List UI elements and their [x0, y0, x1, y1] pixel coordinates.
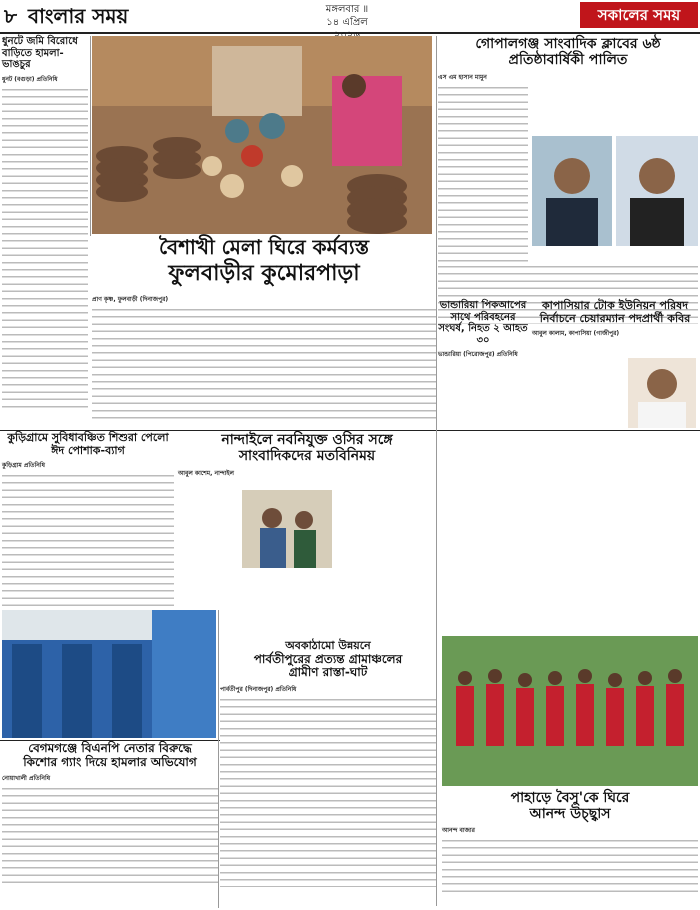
article-baisu	[442, 790, 698, 908]
page-header	[0, 0, 700, 34]
pottery-photo	[92, 36, 432, 234]
distribution-scene-image	[2, 610, 216, 738]
article-headline-line3: গ্রামীণ রাস্তা-ঘাট	[288, 665, 368, 680]
article-byline: পার্বতীপুর (দিনাজপুর) প্রতিনিধি	[220, 686, 297, 694]
pottery-scene-image	[92, 36, 432, 234]
article-headline: গোপালগঞ্জ সাংবাদিক ক্লাবের ৬ষ্ঠ প্রতিষ্ঠাবার্ষিকী পালিত	[475, 36, 661, 69]
article-byline: আনন্দ বাজার	[442, 827, 475, 835]
article-headline: কুড়িগ্রামে সুবিধাবঞ্চিত শিশুরা পেলো ঈদ পোশাক-ব্যাগ	[7, 431, 169, 457]
page-number: ৮	[4, 4, 17, 28]
article-pirojpur	[438, 300, 528, 430]
article-begumganj	[2, 742, 218, 908]
article-headline: ধুনটে জমি বিরোধে বাড়িতে হামলা-ভাঙচুর	[2, 36, 78, 70]
article-byline: আবুল কালাম, কাপাসিয়া (গাজীপুর)	[532, 330, 620, 338]
article-byline: প্রাণ কৃষ্ণ, ফুলবাড়ী (দিনাজপুর)	[92, 296, 169, 304]
portrait-image	[628, 358, 696, 428]
article-body	[2, 786, 218, 886]
article-headline: কাপাসিয়ার টোক ইউনিয়ন পরিষদ নির্বাচনে চেয়ারম্যান পদপ্রার্থী কবির	[539, 299, 691, 325]
article-headline-line2: সাংবাদিকদের মতবিনিময়	[238, 448, 376, 465]
article-headline-line2: ফুলবাড়ীর কুমোরপাড়া	[168, 261, 360, 286]
article-headline-line2: আনন্দ উচ্ছ্বাস	[529, 806, 611, 823]
meeting-image	[242, 490, 332, 568]
article-body	[438, 85, 528, 265]
article-headline-line2: পার্বতীপুরের প্রত্যন্ত গ্রামাঞ্চলের	[253, 651, 403, 666]
column-rule	[90, 36, 91, 236]
article-headline: ভান্ডারিয়া পিকআপের সাথে পরিবহনের সংঘর্ষ, নিহত ২ আহত ৩০	[438, 300, 528, 346]
article-byline: কুড়িগ্রাম প্রতিনিধি	[2, 462, 45, 470]
masthead-logo: সকালের সময়	[580, 2, 698, 28]
article-byline: আবুল কাশেম, নান্দাইল	[178, 470, 234, 478]
baisu-festival-photo	[442, 636, 698, 786]
article-parbatipur	[220, 640, 436, 908]
kurigram-photo	[2, 610, 216, 738]
article-headline-line1: বেগমগঞ্জে বিএনপি নেতার বিরুদ্ধে	[28, 741, 192, 755]
section-rule	[0, 740, 220, 741]
column-rule	[218, 610, 219, 908]
paper-name: বাংলার সময়	[28, 4, 129, 28]
article-body	[2, 473, 174, 613]
article-headline-line1: নান্দাইলে নবনিযুক্ত ওসির সঙ্গে	[221, 432, 393, 448]
portrait-image	[616, 136, 698, 246]
article-byline: এস এম হাসান মামুন	[438, 74, 487, 82]
dateline-date: ১৪ এপ্রিল	[326, 17, 368, 28]
article-baishakhi	[92, 236, 436, 426]
section-rule	[0, 430, 700, 431]
article-headline-line1: অবকাঠামো উন্নয়নে	[285, 639, 371, 652]
meeting-photo	[242, 490, 332, 568]
article-body	[92, 307, 436, 419]
article-body	[442, 838, 698, 892]
portrait-photo-2	[616, 136, 698, 246]
article-headline-line2: কিশোর গ্যাং দিয়ে হামলার অভিযোগ	[23, 754, 197, 769]
festival-scene-image	[442, 636, 698, 786]
column-rule	[436, 36, 437, 906]
article-body	[220, 697, 436, 887]
article-kapasia	[532, 300, 698, 460]
candidate-photo	[628, 358, 696, 428]
article-byline: ধুনট (বগুড়া) প্রতিনিধি	[2, 75, 58, 83]
article-byline: নোয়াখালী প্রতিনিধি	[2, 774, 51, 782]
article-nandail	[178, 432, 436, 642]
article-land-dispute	[2, 36, 88, 426]
portrait-image	[532, 136, 612, 246]
article-headline-line1: পাহাড়ে বৈসু'কে ঘিরে	[510, 790, 630, 806]
portrait-photo-1	[532, 136, 612, 246]
dateline-day: মঙ্গলবার ॥	[325, 4, 369, 15]
article-byline: ভান্ডারিয়া (পিরোজপুর) প্রতিনিধি	[438, 351, 518, 358]
article-headline-line1: বৈশাখী মেলা ঘিরে কর্মব্যস্ত	[158, 235, 370, 259]
article-body	[2, 87, 88, 409]
article-kurigram	[2, 432, 174, 622]
